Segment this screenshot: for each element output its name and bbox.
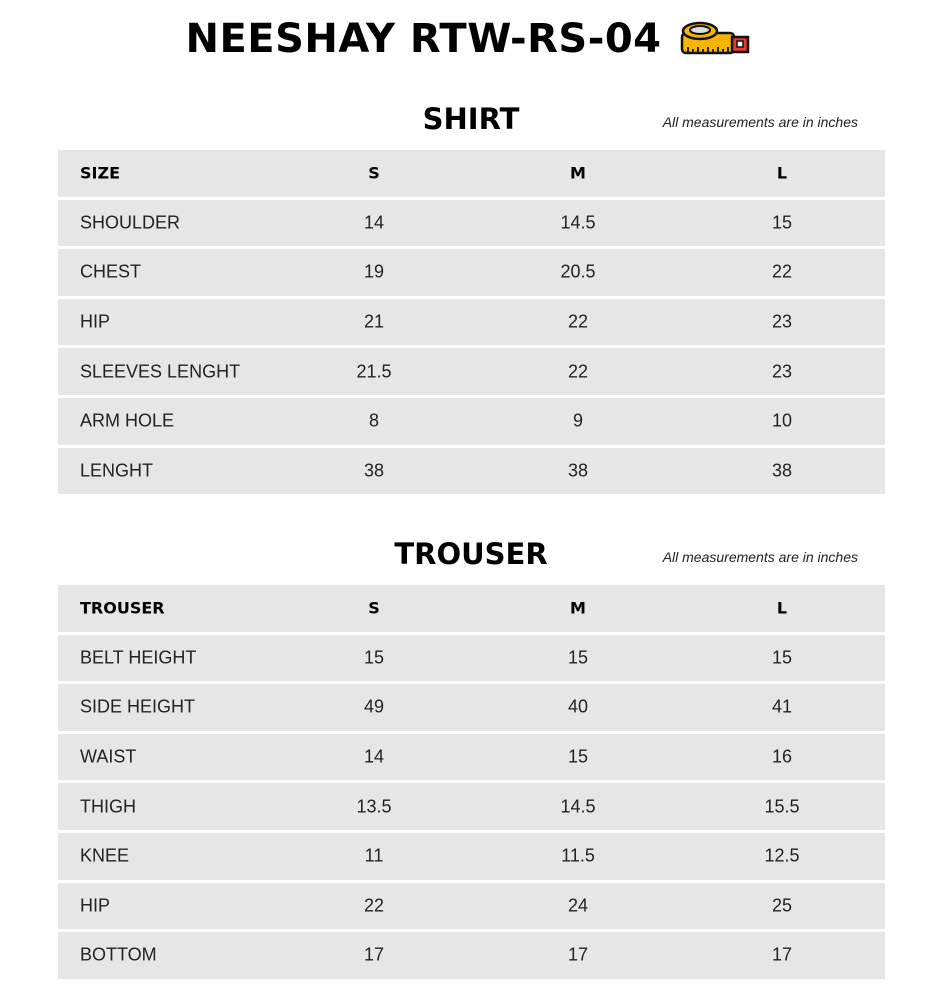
shirt-size-table (58, 150, 885, 494)
row-label: HIP (80, 895, 111, 916)
table-row: CHEST 19 20.5 22 (58, 249, 885, 296)
header-label: SIZE (80, 163, 121, 183)
shirt-section-header (58, 102, 885, 142)
row-label: LENGHT (80, 460, 154, 481)
row-label: SHOULDER (80, 212, 181, 233)
shirt-heading: SHIRT (422, 102, 520, 136)
row-label: BOTTOM (80, 944, 157, 965)
table-row: SHOULDER 14 14.5 15 (58, 200, 885, 247)
page-header (0, 16, 935, 62)
table-row: WAIST 14 15 16 (58, 734, 885, 781)
trouser-section-header (58, 537, 885, 577)
trouser-heading: TROUSER (394, 537, 548, 571)
row-label: SIDE HEIGHT (80, 696, 196, 717)
table-row: BOTTOM 17 17 17 (58, 932, 885, 979)
measuring-tape-icon (680, 19, 750, 59)
trouser-size-table (58, 585, 885, 979)
row-label: WAIST (80, 746, 137, 767)
table-row: BELT HEIGHT 15 15 15 (58, 635, 885, 682)
table-header-row: SIZE S M L (58, 150, 885, 197)
shirt-units-note: All measurements are in inches (662, 114, 858, 130)
table-row: HIP 22 24 25 (58, 883, 885, 930)
table-row: ARM HOLE 8 9 10 (58, 398, 885, 445)
row-label: KNEE (80, 845, 130, 866)
trouser-units-note: All measurements are in inches (662, 549, 858, 565)
table-row: SLEEVES LENGHT 21.5 22 23 (58, 348, 885, 395)
row-label: CHEST (80, 261, 142, 282)
table-row: LENGHT 38 38 38 (58, 448, 885, 495)
table-row: THIGH 13.5 14.5 15.5 (58, 783, 885, 830)
table-row: SIDE HEIGHT 49 40 41 (58, 684, 885, 731)
table-row: HIP 21 22 23 (58, 299, 885, 346)
row-label: BELT HEIGHT (80, 647, 197, 668)
row-label: ARM HOLE (80, 410, 175, 431)
table-header-row: TROUSER S M L (58, 585, 885, 632)
header-label: TROUSER (80, 598, 165, 618)
row-label: HIP (80, 311, 111, 332)
page-title: NEESHAY RTW-RS-04 (185, 16, 662, 62)
row-label: SLEEVES LENGHT (80, 361, 241, 382)
row-label: THIGH (80, 796, 136, 817)
page-title-wrap (185, 16, 749, 62)
table-row: KNEE 11 11.5 12.5 (58, 833, 885, 880)
